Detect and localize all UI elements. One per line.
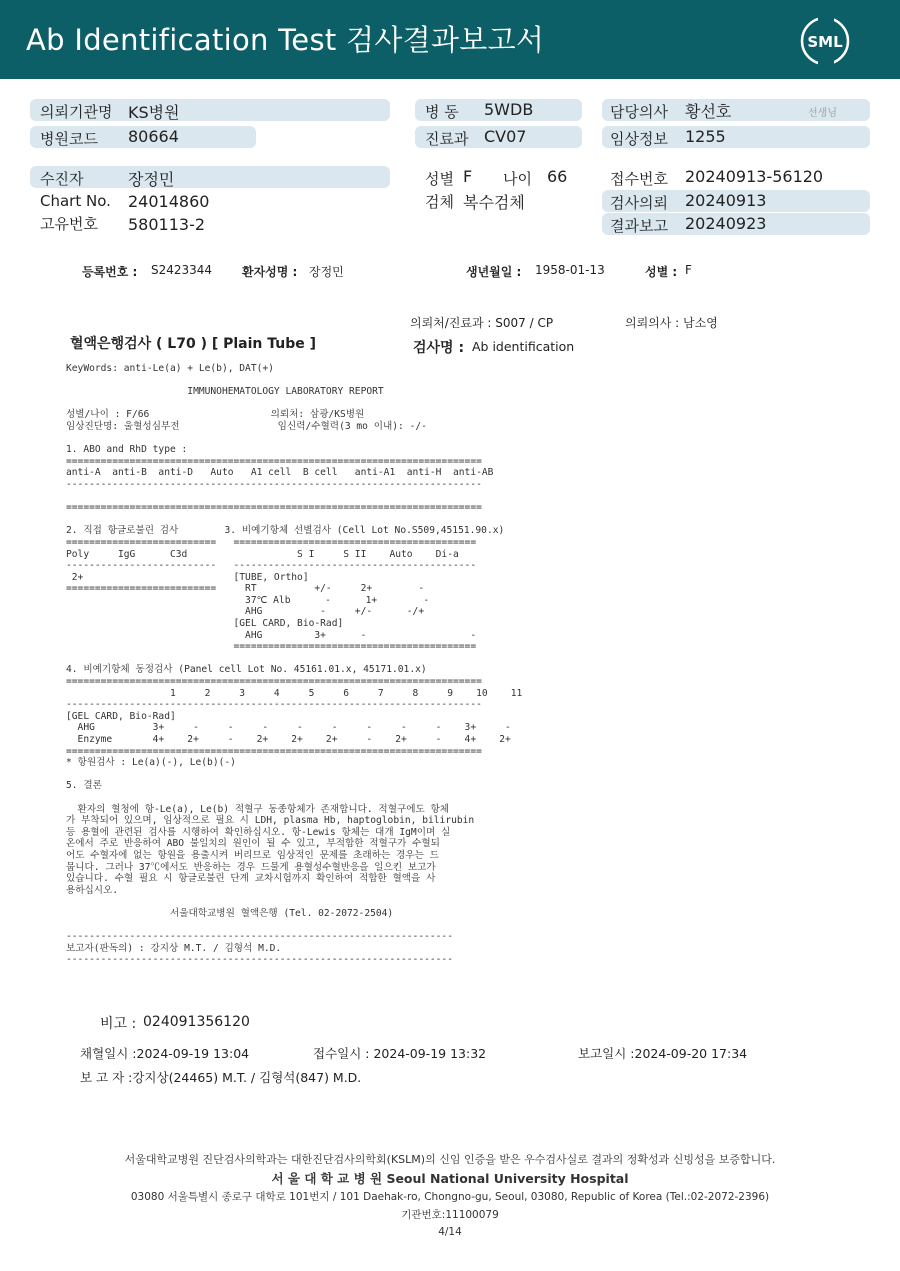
patient-name-value: 장정민: [309, 265, 344, 279]
footer-address: 03080 서울특별시 종로구 대학로 101번지 / 101 Daehak-ro, Chongno-gu, Seoul, 03080, Republic of Korea (Tel.:02-2072-2396): [130, 1191, 770, 1203]
report-date-value: 20240923: [685, 214, 767, 233]
request-date-value: 20240913: [685, 191, 767, 210]
dob-label: 생년월일 :: [466, 265, 522, 279]
sex-label: 성별: [425, 170, 454, 188]
footer-hospital: 서 울 대 학 교 병 원 Seoul National University Hospital: [271, 1171, 629, 1186]
hospital-code-label: 병원코드: [40, 130, 98, 148]
age-value: 66: [547, 167, 568, 186]
chart-no-value: 24014860: [128, 192, 210, 211]
clinical-info-label: 임상정보: [610, 130, 668, 148]
reg-sex-label: 성별 :: [645, 265, 678, 279]
unique-no-value: 580113-2: [128, 215, 206, 234]
reg-no-value: S2423344: [151, 263, 213, 277]
dob-value: 1958-01-13: [535, 263, 605, 277]
examinee-label: 수진자: [40, 170, 84, 188]
ward-value: 5WDB: [484, 100, 534, 119]
receipt-no-label: 접수번호: [610, 170, 668, 188]
lab-report-text: KeyWords: anti-Le(a) + Le(b), DAT(+) IMMUNOHEMATOLOGY LABORATORY REPORT 성별/나이 : F/66 의뢰처: 삼광/KS병원 임상진단명: 울혈성심부전 임신력/수혈력(3 mo 이내): -/- 1. ABO and RhD type : ======================================================================== anti-A anti-B anti-D Auto A1 cell B cell anti-A1 anti-H anti-AB ------------------------------------------------------------------------ ======================================================================== 2. 직접 항글로불린 검사 3. 비예기항체 선별검사 (Cell Lot No.S509,45151.90.x) ========================== ========================================== Poly IgG C3d S I S II Auto Di-a -------------------------- ------------------------------------------ 2+ [TUBE, Ortho] ========================== RT +/- 2+ - 37℃ Alb - 1+ - AHG - +/- -/+ [GEL CARD, Bio-Rad] AHG 3+ - - ========================================== 4. 비예기항체 동정검사 (Panel cell Lot No. 45161.01.x, 45171.01.x) ======================================================================== 1 2 3 4 5 6 7 8 9 10 11 ------------------------------------------------------------------------ [GEL CARD, Bio-Rad] AHG 3+ - - - - - - - - 3+ - Enzyme 4+ 2+ - 2+ 2+ 2+ - 2+ - 4+ 2+ ======================================================================== * 항원검사 : Le(a)(-), Le(b)(-) 5. 결론 환자의 혈청에 항-Le(a), Le(b) 적혈구 동종항체가 존재합니다. 적혈구에도 항체 가 부착되어 있으며, 임상적으로 필요 시 LDH, plasma Hb, haptoglobin, bilirubin 등 용혈에 관련된 검사를 시행하여 확인하십시오. 항-Lewis 항체는 대개 IgM이며 실 온에서 주로 반응하여 ABO 불일치의 원인이 될 수 있고, 부적합한 적혈구가 수혈되 어도 수혈자에 없는 항원을 용출시켜 버리므로 임상적인 문제를 초래하는 경우는 드 뭅니다. 그러나 37℃에서도 반응하는 경우 드물게 용혈성수혈반응을 일으킨 보고가 있습니다. 수혈 필요 시 항글로불린 단계 교차시험까지 확인하여 적합한 혈액을 사 용하십시오. 서울대학교병원 혈액은행 (Tel. 02-2072-2504) ------------------------------------------------------------------- 보고자(판독의) : 강지상 M.T. / 김형석 M.D. -------------------------------------------------------------------: [66, 363, 523, 966]
chart-no-label: Chart No.: [40, 192, 111, 210]
institution-value: KS병원: [128, 103, 180, 122]
patient-name-label: 환자성명 :: [242, 265, 298, 279]
sml-logo-icon: [798, 14, 852, 68]
test-name-label: 검사명 :: [413, 340, 465, 356]
referring-doctor: 의뢰의사 : 남소영: [625, 316, 718, 330]
institution-label: 의뢰기관명: [40, 103, 113, 121]
page-number: 4/14: [438, 1226, 462, 1238]
collection-datetime: 채혈일시 :2024-09-19 13:04: [80, 1046, 250, 1061]
reg-no-label: 등록번호 :: [82, 265, 138, 279]
department-value: CV07: [484, 127, 527, 146]
examinee-pill: [30, 166, 390, 188]
receipt-no-value: 20240913-56120: [685, 167, 824, 186]
report-datetime: 보고일시 :2024-09-20 17:34: [578, 1046, 748, 1061]
hospital-code-value: 80664: [128, 127, 179, 146]
unique-no-label: 고유번호: [40, 215, 98, 233]
sex-value: F: [463, 167, 473, 186]
ward-label: 병 동: [425, 103, 459, 121]
examinee-value: 장정민: [128, 170, 175, 189]
request-date-label: 검사의뢰: [610, 194, 668, 212]
report-title: Ab Identification Test 검사결과보고서: [26, 23, 545, 57]
report-header: [0, 0, 900, 79]
doctor-suffix: 선생님: [808, 108, 837, 119]
specimen-label: 검체: [425, 193, 454, 211]
clinical-info-value: 1255: [685, 127, 726, 146]
doctor-value: 황선호: [685, 102, 732, 121]
doctor-label: 담당의사: [610, 103, 668, 121]
remarks-value: 024091356120: [143, 1014, 250, 1030]
footer-institution-no: 기관번호:11100079: [401, 1209, 499, 1221]
receipt-datetime: 접수일시 : 2024-09-19 13:32: [313, 1046, 487, 1061]
reporter: 보 고 자 :강지상(24465) M.T. / 김형석(847) M.D.: [80, 1070, 362, 1085]
footer-certification: 서울대학교병원 진단검사의학과는 대한진단검사의학회(KSLM)의 신임 인증을 받은 우수검사실로 결과의 정확성과 신빙성을 보증합니다.: [124, 1153, 776, 1166]
specimen-value: 복수검체: [463, 193, 525, 212]
age-label: 나이: [503, 170, 532, 188]
referral-info: 의뢰처/진료과 : S007 / CP: [410, 316, 554, 330]
report-date-label: 결과보고: [610, 217, 668, 235]
reg-sex-value: F: [685, 263, 692, 277]
logo-text: SML: [807, 33, 843, 51]
test-name-value: Ab identification: [472, 339, 575, 354]
department-label: 진료과: [425, 130, 469, 148]
remarks-label: 비고 :: [100, 1016, 137, 1032]
test-title: 혈액은행검사 ( L70 ) [ Plain Tube ]: [70, 336, 317, 352]
